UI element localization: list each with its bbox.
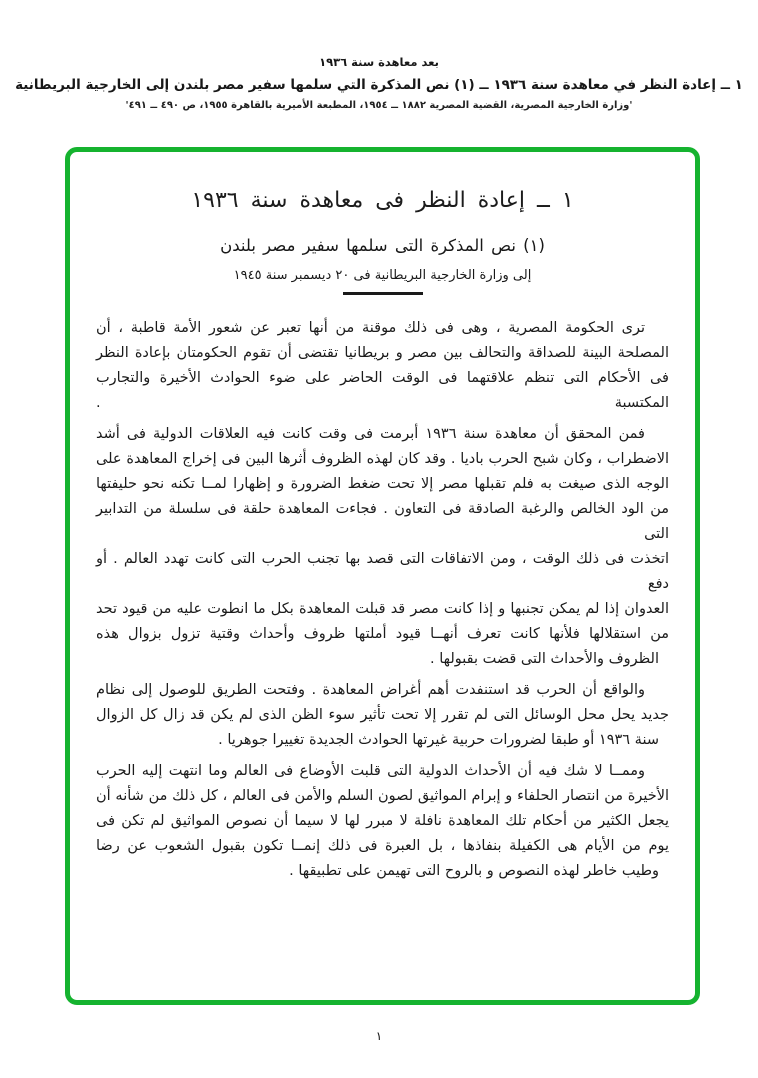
- text-line: العدوان إذا لم يمكن تجنبها و إذا كانت مصر قد قبلت المعاهدة بكل ما انطوت عليه من قيود تحد: [96, 601, 669, 617]
- page-number: ١: [375, 1029, 383, 1043]
- text-line: والواقع أن الحرب قد استنفدت أهم أغراض المعاهدة . وفتحت الطريق للوصول إلى نظام: [96, 682, 645, 698]
- dateline-rule: [343, 292, 423, 295]
- text-line: سنة ١٩٣٦ أو طبقا لضرورات حربية غيرتها الحوادث الجديدة تغييرا جوهريا .: [218, 732, 659, 748]
- document-title: ١ ــ إعادة النظر فى معاهدة سنة ١٩٣٦: [191, 188, 574, 213]
- text-line: يوم من الأيام هى الكفيلة بنفاذها ، بل العبرة فى ذلك إنمــا تكون بقبول الشعوب عن رضا: [96, 838, 669, 854]
- text-line: ترى الحكومة المصرية ، وهى فى ذلك موقنة من أنها تعبر عن شعور الأمة قاطبة ، أن: [96, 320, 645, 336]
- text-line: الظروف والأحداث التى قضت بقبولها .: [430, 651, 659, 667]
- text-line: الوجه الذى صيغت به فلم تقبلها مصر إلا تحت ضغط الضرورة و إظهارا لمــا تكنه نحو حليفتها: [96, 476, 669, 492]
- text-line: يجعل الكثير من أحكام تلك المعاهدة نافلة لا مبرر لها لا سيما أن نصوص المواثيق لم تكن فى: [96, 813, 669, 829]
- entry-title: ١ ــ إعادة النظر في معاهدة سنة ١٩٣٦ ــ (١) نص المذكرة التي سلمها سفير مصر بلندن إلى الخارجية البريطانية: [15, 77, 743, 93]
- paragraph: [96, 422, 669, 672]
- text-line: جديد يحل محل الوسائل التى لم تقرر إلا تحت تأثير سوء الظن الذى لم يكن قد زال كل الزوال: [96, 707, 669, 723]
- text-line: من الود الخالص والرغبة الصادقة فى التعاون . فجاءت المعاهدة حلقة فى سلسلة من التدابير التى: [96, 501, 669, 542]
- text-line: وطيب خاطر لهذه النصوص و بالروح التى تهيمن على تطبيقها .: [289, 863, 659, 879]
- running-head: بعد معاهدة سنة ١٩٣٦: [319, 55, 439, 69]
- document-dateline: إلى وزارة الخارجية البريطانية فى ٢٠ ديسمبر سنة ١٩٤٥: [233, 268, 532, 283]
- text-line: المصلحة البينة للصداقة والتحالف بين مصر و بريطانيا تقتضى أن تقوم الحكومتان بإعادة النظر: [96, 345, 669, 361]
- page-header: [0, 0, 758, 111]
- document-subtitle: (١) نص المذكرة التى سلمها سفير مصر بلندن: [220, 236, 545, 255]
- text-line: اتخذت فى ذلك الوقت ، ومن الاتفاقات التى قصد بها تجنب الحرب التى كانت تهدد العالم . أو دفع: [96, 551, 669, 592]
- scanned-document-frame: [65, 147, 700, 1005]
- text-line: فمن المحقق أن معاهدة سنة ١٩٣٦ أبرمت فى وقت كانت فيه العلاقات الدولية فى أشد: [96, 426, 645, 442]
- page-footer: [0, 1025, 758, 1044]
- text-line: وممــا لا شك فيه أن الأحداث الدولية التى قلبت الأوضاع فى العالم وما انتهت إليه الحرب: [96, 763, 645, 779]
- paragraph: [96, 316, 669, 416]
- text-line: فى الأحكام التى تنظم علاقتهما فى الوقت الحاضر على ضوء الحوادث الأخيرة والتجارب المكتسبة .: [96, 370, 669, 411]
- text-line: من استقلالها فلأنها كانت تعرف أنهــا قيود أملتها ظروف وأحداث وقتية تزول بزوال هذه: [96, 626, 669, 642]
- paragraph: [96, 678, 669, 753]
- source-citation: 'وزارة الخارجية المصرية، القضية المصرية ١٨٨٢ ــ ١٩٥٤، المطبعة الأميرية بالقاهرة ١٩٥٥، ص ٤٩٠ ــ ٤٩١': [125, 100, 633, 111]
- text-line: الأخيرة من انتصار الحلفاء و إبرام المواثيق لصون السلم والأمن فى العالم ، كل ذلك من شأنه أن: [96, 788, 669, 804]
- document-body: [96, 316, 669, 884]
- paragraph: [96, 759, 669, 884]
- text-line: الاضطراب ، وكان شبح الحرب باديا . وقد كان لهذه الظروف أثرها البين فى إخراج المعاهدة على: [96, 451, 669, 467]
